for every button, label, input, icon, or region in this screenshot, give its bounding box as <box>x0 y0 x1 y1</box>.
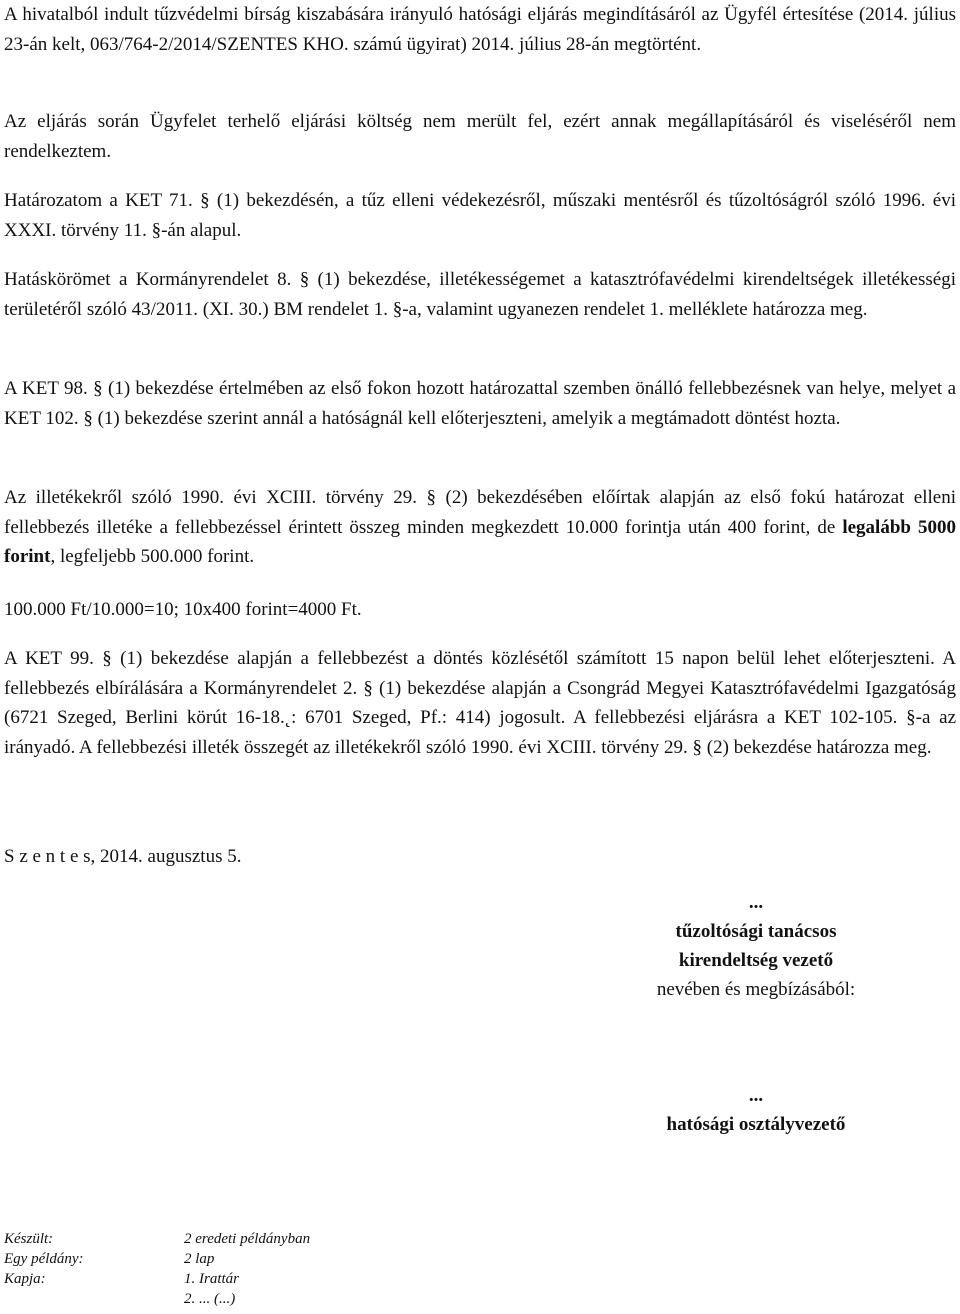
paragraph-appeal-fee <box>4 483 956 572</box>
appeal-fee-text-after: , legfeljebb 500.000 forint. <box>50 546 255 567</box>
footer-value: 1. Irattár <box>184 1271 240 1287</box>
signature-block-2 <box>566 1081 946 1139</box>
footer-label: Készült: <box>4 1231 54 1247</box>
signature-1-behalf: nevében és megbízásából: <box>656 979 856 1000</box>
footer-value: 2. ... (...) <box>184 1291 236 1307</box>
appeal-fee-bold-amount: legalább 5000 forint <box>4 516 957 567</box>
distribution-footer <box>4 1229 484 1309</box>
paragraph-competence: Hatáskörömet a Kormányrendelet 8. § (1) bekezdése, illetékességemet a katasztrófavédelmi kirendeltségek illetékességi területéről szóló 43/2011. (XI. 30.) BM rendelet 1. §-a, valamint ugyanezen rendelet 1. melléklete határozza meg. <box>4 269 956 320</box>
footer-label: Egy példány: <box>4 1251 84 1267</box>
footer-value: 2 lap <box>184 1251 215 1267</box>
place-and-date: S z e n t e s, 2014. augusztus 5. <box>4 846 242 867</box>
appeal-fee-text-before: Az illetékekről szóló 1990. évi XCIII. törvény 29. § (2) bekezdésében előírtak alapján az első fokú határozat elleni fellebbezés illetéke a fellebbezéssel érintett összeg minden megkezdett 10.000 forintja után 400 forint, de <box>4 487 956 538</box>
footer-row <box>4 1269 484 1289</box>
signature-1-title: tűzoltósági tanácsos <box>675 921 837 942</box>
signature-2-position: hatósági osztályvezető <box>666 1114 846 1135</box>
footer-row <box>4 1289 484 1309</box>
footer-label: Kapja: <box>4 1271 46 1287</box>
paragraph-appeal-right: A KET 98. § (1) bekezdése értelmében az első fokon hozott határozattal szemben önálló fellebbezésnek van helye, melyet a KET 102. § (1) bekezdése szerint annál a hatóságnál kell előterjeszteni, amelyik a megtámadott döntést hozta. <box>4 378 956 429</box>
footer-label <box>4 1289 184 1309</box>
paragraph-notification: A hivatalból indult tűzvédelmi bírság kiszabására irányuló hatósági eljárás megindításáról az Ügyfél értesítése (2014. július 23-án kelt, 063/764-2/2014/SZENTES KHO. számú ügyirat) 2014. július 28-án megtörtént. <box>4 4 956 55</box>
paragraph-fee-calculation: 100.000 Ft/10.000=10; 10x400 forint=4000 Ft. <box>4 599 362 620</box>
signature-1-name: ... <box>748 892 764 913</box>
footer-value: 2 eredeti példányban <box>184 1231 311 1247</box>
footer-row <box>4 1249 484 1269</box>
signature-block-1 <box>566 888 946 1004</box>
signature-1-position: kirendeltség vezető <box>678 950 834 971</box>
footer-row <box>4 1229 484 1249</box>
paragraph-appeal-procedure: A KET 99. § (1) bekezdése alapján a fellebbezést a döntés közlésétől számított 15 napon belül lehet előterjeszteni. A fellebbezés elbírálására a Kormányrendelet 2. § (1) bekezdése alapján a Csongrád Megyei Katasztrófavédelmi Igazgatóság (6721 Szeged, Berlini körút 16-18.˛: 6701 Szeged, Pf.: 414) jogosult. A fellebbezési eljárásra a KET 102-105. §-a az irányadó. A fellebbezési illeték összegét az illetékekről szóló 1990. évi XCIII. törvény 29. § (2) bekezdése határozza meg. <box>4 648 956 758</box>
paragraph-costs: Az eljárás során Ügyfelet terhelő eljárási költség nem merült fel, ezért annak megállapításáról és viseléséről nem rendelkeztem. <box>4 111 956 162</box>
paragraph-legal-basis: Határozatom a KET 71. § (1) bekezdésén, a tűz elleni védekezésről, műszaki mentésről és tűzoltóságról szóló 1996. évi XXXI. törvény 11. §-án alapul. <box>4 190 956 241</box>
signature-2-name: ... <box>748 1085 764 1106</box>
